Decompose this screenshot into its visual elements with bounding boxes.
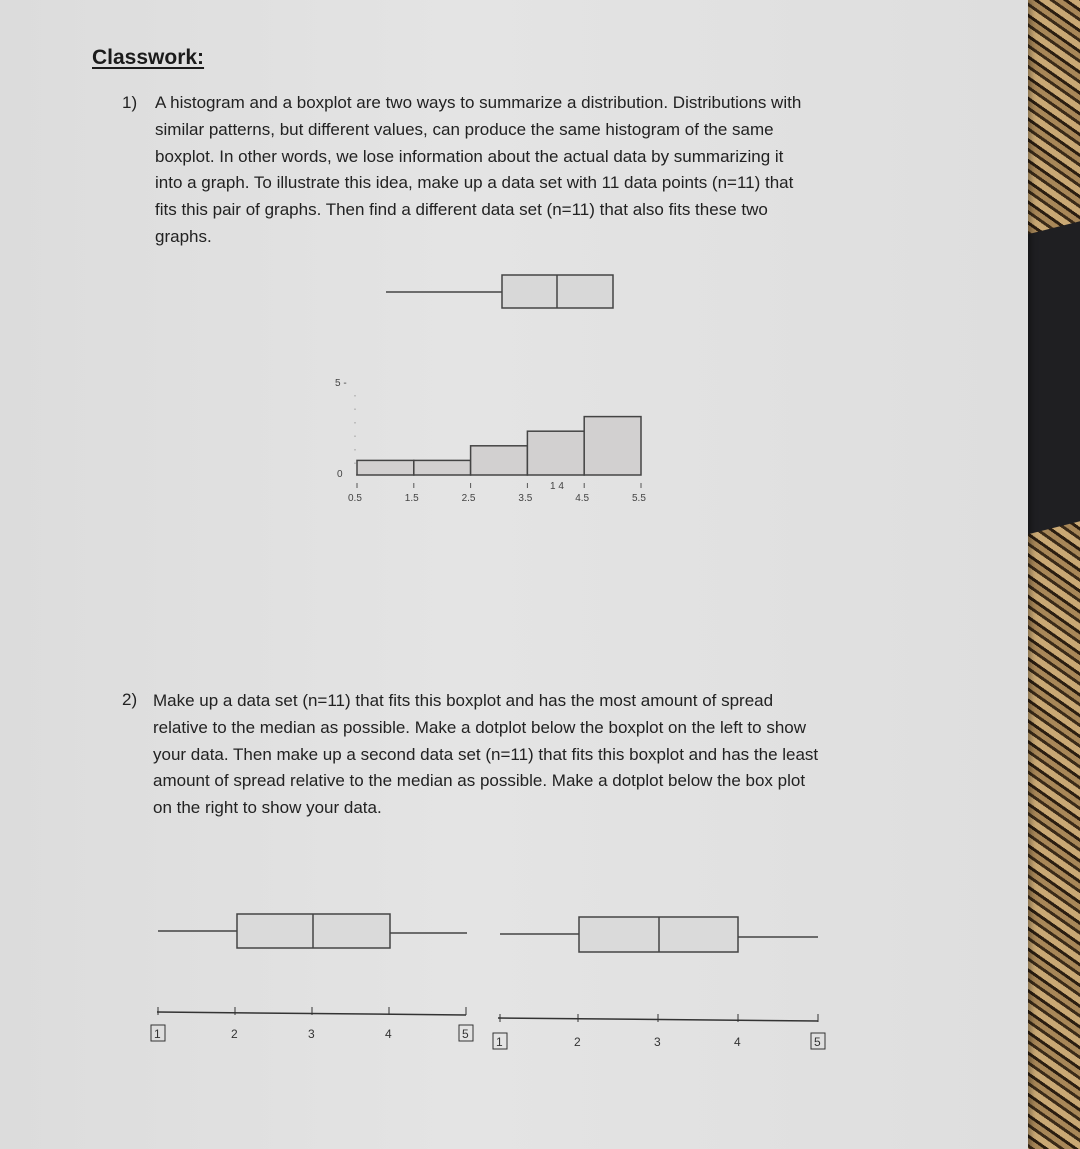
hist-x-tick-label: 3.5 (518, 493, 533, 504)
q2-left-boxplot (157, 914, 467, 1015)
axis-label: 3 (308, 1027, 315, 1041)
hist-x-tick-label: 2.5 (461, 493, 476, 504)
q1-histogram (335, 378, 646, 504)
page-title: Classwork: (92, 46, 205, 69)
axis-label: 4 (734, 1035, 741, 1049)
q1-line: graphs. (155, 226, 212, 246)
axis-label: 1 (154, 1027, 161, 1041)
axis-label: 5 (462, 1027, 469, 1041)
q2-right-boxplot (498, 917, 818, 1021)
q1-line: similar patterns, but different values, can produce the same histogram of the same (155, 119, 774, 139)
q2-line: Make up a data set (n=11) that fits this boxplot and has the most amount of spread (153, 691, 774, 710)
q2-number: 2) (122, 690, 138, 709)
hist-bar (414, 460, 471, 475)
q1-number: 1) (122, 93, 138, 112)
q1-line: fits this pair of graphs. Then find a different data set (n=11) that also fits these two (155, 200, 768, 220)
hist-bar (527, 431, 584, 475)
hist-y-tick-label: 0 (337, 469, 343, 480)
hist-x-tick-label: 4.5 (575, 493, 590, 504)
axis-label: 2 (574, 1035, 581, 1049)
hist-bar (471, 446, 528, 475)
q2-line: amount of spread relative to the median as possible. Make a dotplot below the box plot (153, 771, 806, 791)
q1-line: A histogram and a boxplot are two ways to summarize a distribution. Distributions with (155, 93, 802, 112)
q1-line: boxplot. In other words, we lose information about the actual data by summarizing it (155, 146, 784, 166)
hist-bar (357, 460, 414, 475)
axis-label: 5 (814, 1035, 821, 1049)
axis-label: 4 (385, 1027, 392, 1041)
hist-x-tick-label: 0.5 (348, 493, 362, 504)
hist-bar (584, 417, 641, 475)
q1-line: into a graph. To illustrate this idea, make up a data set with 11 data points (n=11) that (155, 173, 794, 193)
q2-line: on the right to show your data. (153, 798, 382, 818)
axis-label: 1 (496, 1035, 503, 1049)
q2-line: your data. Then make up a second data set (n=11) that fits this boxplot and has the least (153, 744, 819, 764)
q1-boxplot (386, 275, 613, 308)
axis-label: 3 (654, 1035, 661, 1049)
hist-x-tick-label: 1.5 (404, 493, 419, 504)
q2-line: relative to the median as possible. Make a dotplot below the boxplot on the left to show (153, 717, 807, 737)
hist-x-tick-label: 5.5 (632, 493, 646, 504)
hist-annotation: 1 4 (550, 481, 564, 492)
axis-label: 2 (231, 1027, 238, 1041)
hist-y-tick-label: 5 - (335, 378, 347, 389)
